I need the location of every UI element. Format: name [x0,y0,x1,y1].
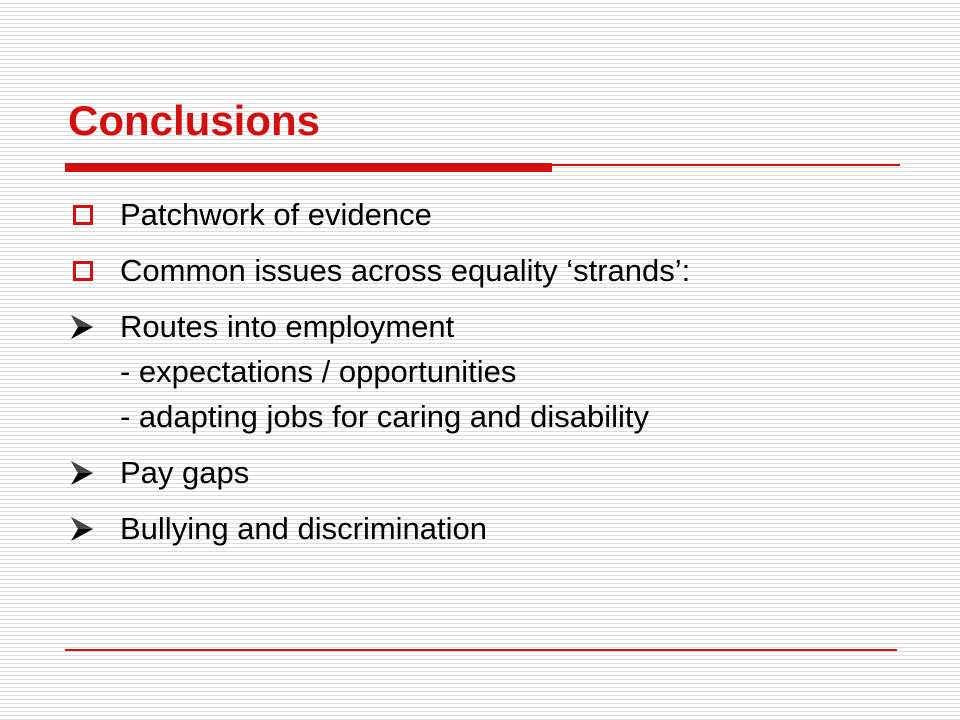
bullet-text: Routes into employment [120,309,455,344]
bullet-item-patchwork [70,192,920,237]
title-underline-thick [65,163,552,172]
arrowhead-icon [70,450,104,495]
square-icon [70,192,104,237]
bullet-item-routes [70,304,920,439]
bullet-list [70,192,920,562]
title-underline-thin [552,164,900,166]
bullet-item-pay-gaps [70,450,920,495]
footer-rule [65,649,897,651]
bullet-text: Common issues across equality ‘strands’: [120,253,691,288]
bullet-text: Bullying and discrimination [120,511,488,546]
slide-title: Conclusions [68,97,321,144]
bullet-item-bullying [70,506,920,551]
bullet-subline: - adapting jobs for caring and disability [120,399,650,434]
bullet-text: Pay gaps [120,455,250,490]
arrowhead-icon [70,304,104,349]
bullet-subline: - expectations / opportunities [120,354,517,389]
square-icon [70,248,104,293]
bullet-text: Patchwork of evidence [120,197,432,232]
arrowhead-icon [70,506,104,551]
bullet-item-common-issues [70,248,920,293]
